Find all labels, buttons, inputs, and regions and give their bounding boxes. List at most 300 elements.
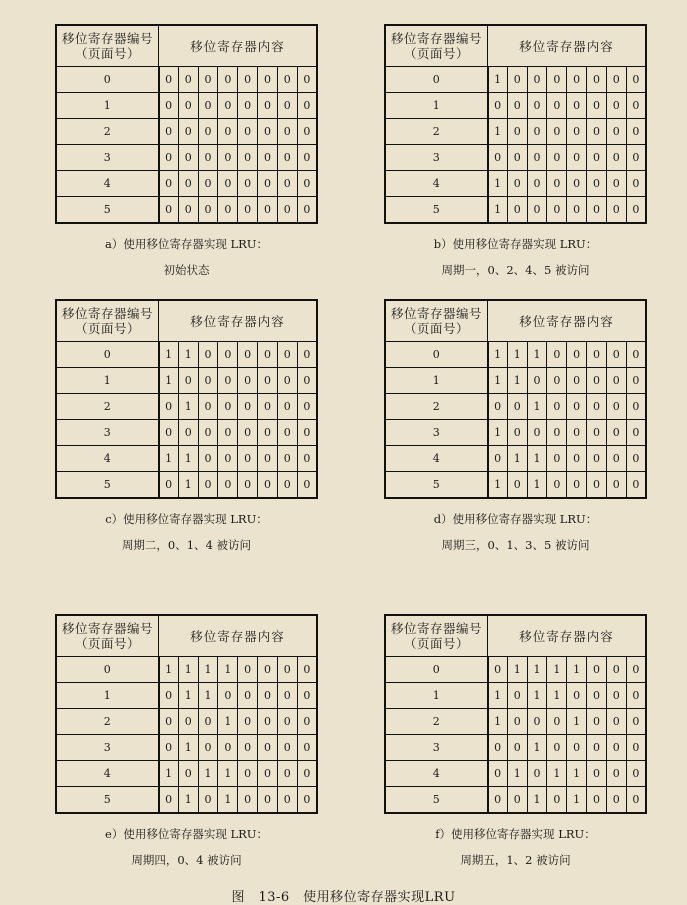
register-bit-cell: 1 — [198, 761, 218, 787]
table-row — [56, 67, 317, 93]
table-row — [385, 657, 646, 683]
page-number-cell: 3 — [56, 420, 159, 446]
register-content-header: 移位寄存器内容 — [488, 25, 647, 67]
register-bit-cell: 1 — [488, 67, 508, 93]
register-bit-cell: 0 — [297, 472, 317, 499]
register-bit-cell: 0 — [198, 93, 218, 119]
register-content-header: 移位寄存器内容 — [488, 300, 647, 342]
table-row — [385, 93, 646, 119]
register-bit-cell: 0 — [527, 709, 547, 735]
register-bit-cell: 0 — [587, 446, 607, 472]
panel-subcaption: 周期四，0、4 被访问 — [131, 853, 242, 867]
register-bit-cell: 0 — [159, 394, 179, 420]
register-bit-cell: 0 — [258, 683, 278, 709]
register-bit-cell: 0 — [297, 446, 317, 472]
register-bit-cell: 0 — [218, 145, 238, 171]
register-bit-cell: 0 — [527, 93, 547, 119]
register-bit-cell: 0 — [238, 145, 258, 171]
register-bit-cell: 0 — [587, 145, 607, 171]
register-bit-cell: 0 — [488, 394, 508, 420]
page-number-cell: 0 — [56, 657, 159, 683]
register-bit-cell: 0 — [277, 657, 297, 683]
register-bit-cell: 0 — [258, 342, 278, 368]
panel-caption: d）使用移位寄存器实现 LRU： — [433, 512, 598, 526]
register-bit-cell: 0 — [606, 93, 626, 119]
register-bit-cell: 1 — [527, 342, 547, 368]
panel-subcaption: 周期一，0、2、4、5 被访问 — [441, 263, 590, 277]
register-bit-cell: 1 — [178, 787, 198, 814]
register-bit-cell: 0 — [218, 394, 238, 420]
register-bit-cell: 0 — [606, 761, 626, 787]
register-bit-cell: 0 — [587, 394, 607, 420]
page-number-cell: 4 — [56, 171, 159, 197]
register-bit-cell: 0 — [159, 145, 179, 171]
register-bit-cell: 0 — [567, 368, 587, 394]
register-bit-cell: 0 — [507, 420, 527, 446]
register-bit-cell: 0 — [297, 93, 317, 119]
register-bit-cell: 0 — [527, 145, 547, 171]
panel-f — [384, 614, 647, 867]
table-row — [385, 472, 646, 499]
register-bit-cell: 0 — [606, 420, 626, 446]
table-row — [56, 93, 317, 119]
register-bit-cell: 0 — [277, 735, 297, 761]
table-row — [385, 787, 646, 814]
register-bit-cell: 0 — [626, 145, 646, 171]
register-bit-cell: 0 — [238, 472, 258, 499]
register-bit-cell: 0 — [258, 394, 278, 420]
register-bit-cell: 0 — [527, 67, 547, 93]
page-number-cell: 2 — [385, 119, 488, 145]
register-bit-cell: 0 — [218, 735, 238, 761]
register-bit-cell: 0 — [297, 420, 317, 446]
table-row — [385, 709, 646, 735]
register-bit-cell: 1 — [547, 657, 567, 683]
register-bit-cell: 0 — [606, 657, 626, 683]
register-bit-cell: 1 — [159, 446, 179, 472]
register-bit-cell: 0 — [547, 342, 567, 368]
register-bit-cell: 0 — [258, 93, 278, 119]
table-row — [56, 761, 317, 787]
register-bit-cell: 0 — [606, 119, 626, 145]
page-number-cell: 5 — [385, 197, 488, 224]
register-bit-cell: 0 — [606, 368, 626, 394]
register-bit-cell: 0 — [277, 342, 297, 368]
register-bit-cell: 0 — [159, 119, 179, 145]
register-bit-cell: 0 — [178, 709, 198, 735]
register-bit-cell: 0 — [159, 472, 179, 499]
table-row — [56, 472, 317, 499]
register-bit-cell: 0 — [547, 420, 567, 446]
register-bit-cell: 0 — [567, 342, 587, 368]
page-number-cell: 3 — [385, 145, 488, 171]
page-number-cell: 5 — [56, 197, 159, 224]
page-number-header: 移位寄存器编号 （页面号） — [56, 25, 159, 67]
register-bit-cell: 0 — [238, 446, 258, 472]
register-bit-cell: 0 — [258, 735, 278, 761]
lru-table — [55, 24, 318, 224]
register-bit-cell: 0 — [606, 472, 626, 499]
page-number-cell: 0 — [385, 657, 488, 683]
register-bit-cell: 1 — [178, 446, 198, 472]
register-bit-cell: 0 — [527, 420, 547, 446]
register-bit-cell: 0 — [238, 709, 258, 735]
register-bit-cell: 1 — [218, 657, 238, 683]
register-bit-cell: 0 — [198, 197, 218, 224]
register-bit-cell: 0 — [626, 420, 646, 446]
table-header — [56, 300, 317, 342]
register-bit-cell: 0 — [297, 119, 317, 145]
register-bit-cell: 0 — [218, 93, 238, 119]
page-number-cell: 3 — [56, 145, 159, 171]
register-bit-cell: 0 — [626, 735, 646, 761]
register-bit-cell: 0 — [507, 709, 527, 735]
register-bit-cell: 0 — [626, 93, 646, 119]
page-number-cell: 2 — [56, 709, 159, 735]
register-bit-cell: 0 — [547, 472, 567, 499]
register-bit-cell: 0 — [258, 420, 278, 446]
register-bit-cell: 0 — [626, 657, 646, 683]
table-row — [385, 145, 646, 171]
table-row — [56, 119, 317, 145]
register-bit-cell: 0 — [606, 394, 626, 420]
register-bit-cell: 0 — [218, 472, 238, 499]
register-bit-cell: 0 — [587, 342, 607, 368]
table-row — [56, 735, 317, 761]
table-row — [385, 342, 646, 368]
page-number-cell: 5 — [385, 787, 488, 814]
register-bit-cell: 0 — [258, 368, 278, 394]
register-bit-cell: 0 — [159, 787, 179, 814]
register-bit-cell: 1 — [567, 787, 587, 814]
register-content-header: 移位寄存器内容 — [159, 300, 318, 342]
register-bit-cell: 0 — [626, 446, 646, 472]
register-bit-cell: 0 — [258, 657, 278, 683]
register-bit-cell: 0 — [258, 761, 278, 787]
register-bit-cell: 1 — [218, 761, 238, 787]
register-bit-cell: 0 — [258, 472, 278, 499]
register-bit-cell: 0 — [606, 446, 626, 472]
register-bit-cell: 0 — [626, 368, 646, 394]
table-header — [385, 615, 646, 657]
register-bit-cell: 0 — [507, 119, 527, 145]
register-bit-cell: 0 — [606, 197, 626, 224]
register-bit-cell: 1 — [507, 342, 527, 368]
register-bit-cell: 0 — [507, 145, 527, 171]
register-bit-cell: 0 — [626, 119, 646, 145]
register-bit-cell: 1 — [178, 657, 198, 683]
table-row — [56, 446, 317, 472]
register-bit-cell: 0 — [238, 171, 258, 197]
register-bit-cell: 0 — [258, 145, 278, 171]
table-row — [56, 368, 317, 394]
register-bit-cell: 0 — [277, 420, 297, 446]
register-bit-cell: 0 — [238, 420, 258, 446]
register-bit-cell: 0 — [218, 67, 238, 93]
register-bit-cell: 0 — [277, 368, 297, 394]
page-number-cell: 0 — [56, 342, 159, 368]
register-bit-cell: 1 — [527, 446, 547, 472]
page-number-cell: 1 — [56, 683, 159, 709]
register-bit-cell: 0 — [507, 67, 527, 93]
panel-e — [55, 614, 318, 867]
register-bit-cell: 0 — [626, 197, 646, 224]
register-bit-cell: 0 — [258, 709, 278, 735]
register-bit-cell: 0 — [218, 683, 238, 709]
register-bit-cell: 0 — [606, 67, 626, 93]
table-header — [385, 25, 646, 67]
panel-subcaption: 周期三，0、1、3、5 被访问 — [441, 538, 590, 552]
register-bit-cell: 0 — [547, 394, 567, 420]
register-bit-cell: 0 — [547, 145, 567, 171]
register-bit-cell: 0 — [297, 735, 317, 761]
register-bit-cell: 0 — [626, 709, 646, 735]
page-number-cell: 1 — [56, 368, 159, 394]
register-bit-cell: 0 — [547, 735, 567, 761]
register-bit-cell: 0 — [587, 709, 607, 735]
panel-subcaption: 周期二，0、1、4 被访问 — [121, 538, 252, 552]
table-row — [385, 683, 646, 709]
register-bit-cell: 0 — [567, 197, 587, 224]
register-bit-cell: 0 — [626, 67, 646, 93]
register-bit-cell: 0 — [488, 657, 508, 683]
register-bit-cell: 0 — [159, 67, 179, 93]
register-bit-cell: 0 — [238, 342, 258, 368]
table-row — [385, 368, 646, 394]
register-bit-cell: 1 — [198, 657, 218, 683]
register-bit-cell: 0 — [547, 171, 567, 197]
register-bit-cell: 0 — [606, 342, 626, 368]
register-bit-cell: 0 — [547, 368, 567, 394]
register-bit-cell: 0 — [198, 709, 218, 735]
register-bit-cell: 1 — [567, 709, 587, 735]
register-bit-cell: 0 — [178, 171, 198, 197]
table-row — [385, 735, 646, 761]
page-number-cell: 4 — [56, 761, 159, 787]
register-bit-cell: 0 — [587, 93, 607, 119]
page-number-cell: 0 — [385, 342, 488, 368]
register-bit-cell: 0 — [178, 761, 198, 787]
register-bit-cell: 1 — [507, 368, 527, 394]
register-bit-cell: 0 — [198, 735, 218, 761]
register-bit-cell: 0 — [277, 709, 297, 735]
register-bit-cell: 0 — [218, 368, 238, 394]
register-bit-cell: 0 — [567, 394, 587, 420]
register-bit-cell: 0 — [238, 93, 258, 119]
register-bit-cell: 1 — [488, 171, 508, 197]
register-bit-cell: 0 — [488, 761, 508, 787]
register-bit-cell: 0 — [277, 119, 297, 145]
page-number-cell: 2 — [56, 119, 159, 145]
register-bit-cell: 0 — [626, 683, 646, 709]
table-row — [56, 197, 317, 224]
register-bit-cell: 0 — [567, 171, 587, 197]
register-bit-cell: 0 — [198, 446, 218, 472]
register-bit-cell: 0 — [587, 171, 607, 197]
register-bit-cell: 0 — [297, 67, 317, 93]
page-number-cell: 2 — [385, 709, 488, 735]
register-bit-cell: 0 — [567, 446, 587, 472]
register-bit-cell: 1 — [488, 119, 508, 145]
panel-b — [384, 24, 647, 277]
register-bit-cell: 0 — [238, 394, 258, 420]
register-bit-cell: 0 — [507, 171, 527, 197]
register-bit-cell: 0 — [527, 761, 547, 787]
register-bit-cell: 0 — [277, 197, 297, 224]
page-number-cell: 3 — [385, 735, 488, 761]
table-row — [56, 394, 317, 420]
register-bit-cell: 1 — [178, 735, 198, 761]
register-bit-cell: 0 — [277, 67, 297, 93]
register-bit-cell: 1 — [178, 342, 198, 368]
register-bit-cell: 0 — [547, 446, 567, 472]
register-bit-cell: 0 — [567, 93, 587, 119]
page-number-cell: 2 — [385, 394, 488, 420]
register-bit-cell: 0 — [547, 787, 567, 814]
register-content-header: 移位寄存器内容 — [488, 615, 647, 657]
register-bit-cell: 0 — [159, 420, 179, 446]
register-bit-cell: 0 — [178, 67, 198, 93]
register-bit-cell: 0 — [527, 119, 547, 145]
register-bit-cell: 0 — [178, 93, 198, 119]
page-number-cell: 5 — [56, 472, 159, 499]
register-bit-cell: 0 — [507, 93, 527, 119]
register-bit-cell: 0 — [567, 145, 587, 171]
register-bit-cell: 0 — [238, 67, 258, 93]
register-bit-cell: 0 — [198, 171, 218, 197]
register-bit-cell: 0 — [297, 787, 317, 814]
register-content-header: 移位寄存器内容 — [159, 25, 318, 67]
register-bit-cell: 0 — [297, 368, 317, 394]
register-bit-cell: 0 — [626, 761, 646, 787]
register-bit-cell: 0 — [297, 761, 317, 787]
register-bit-cell: 0 — [258, 446, 278, 472]
panel-subcaption: 初始状态 — [163, 263, 210, 277]
register-bit-cell: 0 — [547, 197, 567, 224]
register-bit-cell: 0 — [218, 119, 238, 145]
register-bit-cell: 1 — [159, 342, 179, 368]
register-bit-cell: 0 — [626, 787, 646, 814]
register-bit-cell: 1 — [178, 683, 198, 709]
register-bit-cell: 0 — [277, 761, 297, 787]
panel-caption: a）使用移位寄存器实现 LRU： — [105, 237, 268, 251]
register-bit-cell: 0 — [198, 67, 218, 93]
register-bit-cell: 0 — [258, 171, 278, 197]
register-bit-cell: 0 — [178, 119, 198, 145]
register-bit-cell: 0 — [159, 197, 179, 224]
page-number-cell: 0 — [385, 67, 488, 93]
register-bit-cell: 0 — [527, 197, 547, 224]
register-bit-cell: 1 — [159, 761, 179, 787]
register-bit-cell: 0 — [567, 472, 587, 499]
register-bit-cell: 0 — [159, 709, 179, 735]
register-bit-cell: 0 — [587, 657, 607, 683]
register-bit-cell: 1 — [488, 472, 508, 499]
register-bit-cell: 0 — [567, 420, 587, 446]
register-bit-cell: 1 — [488, 197, 508, 224]
panel-a — [55, 24, 318, 277]
register-bit-cell: 1 — [488, 342, 508, 368]
register-bit-cell: 0 — [488, 446, 508, 472]
page-number-header: 移位寄存器编号 （页面号） — [385, 300, 488, 342]
table-row — [56, 683, 317, 709]
register-bit-cell: 0 — [258, 787, 278, 814]
page-number-cell: 0 — [56, 67, 159, 93]
register-bit-cell: 0 — [507, 394, 527, 420]
panel-caption: b）使用移位寄存器实现 LRU： — [433, 237, 598, 251]
table-row — [56, 342, 317, 368]
register-bit-cell: 0 — [567, 735, 587, 761]
register-bit-cell: 0 — [297, 683, 317, 709]
register-bit-cell: 0 — [159, 683, 179, 709]
lru-table — [384, 299, 647, 499]
register-bit-cell: 1 — [159, 657, 179, 683]
table-row — [385, 171, 646, 197]
register-bit-cell: 0 — [587, 368, 607, 394]
register-bit-cell: 1 — [527, 735, 547, 761]
register-bit-cell: 1 — [488, 709, 508, 735]
table-row — [56, 420, 317, 446]
register-bit-cell: 0 — [587, 735, 607, 761]
panel-c — [55, 299, 318, 552]
table-row — [385, 761, 646, 787]
register-bit-cell: 0 — [297, 342, 317, 368]
register-bit-cell: 1 — [488, 683, 508, 709]
register-bit-cell: 0 — [587, 761, 607, 787]
register-bit-cell: 0 — [198, 145, 218, 171]
page-number-cell: 4 — [385, 171, 488, 197]
register-bit-cell: 0 — [198, 420, 218, 446]
page-number-cell: 3 — [385, 420, 488, 446]
register-bit-cell: 0 — [626, 472, 646, 499]
register-bit-cell: 0 — [198, 368, 218, 394]
register-bit-cell: 0 — [488, 735, 508, 761]
page-number-cell: 3 — [56, 735, 159, 761]
register-bit-cell: 0 — [297, 145, 317, 171]
register-bit-cell: 0 — [277, 145, 297, 171]
page-number-cell: 4 — [385, 446, 488, 472]
register-bit-cell: 0 — [198, 394, 218, 420]
page-number-cell: 4 — [385, 761, 488, 787]
register-content-header: 移位寄存器内容 — [159, 615, 318, 657]
table-row — [385, 394, 646, 420]
register-bit-cell: 1 — [178, 394, 198, 420]
register-bit-cell: 0 — [198, 342, 218, 368]
register-bit-cell: 0 — [547, 709, 567, 735]
register-bit-cell: 1 — [567, 657, 587, 683]
register-bit-cell: 0 — [258, 197, 278, 224]
register-bit-cell: 0 — [606, 683, 626, 709]
register-bit-cell: 0 — [488, 93, 508, 119]
register-bit-cell: 0 — [218, 420, 238, 446]
register-bit-cell: 1 — [488, 420, 508, 446]
register-bit-cell: 0 — [567, 67, 587, 93]
page-number-cell: 2 — [56, 394, 159, 420]
register-bit-cell: 0 — [507, 197, 527, 224]
register-bit-cell: 1 — [527, 683, 547, 709]
register-bit-cell: 0 — [218, 197, 238, 224]
register-bit-cell: 0 — [178, 420, 198, 446]
register-bit-cell: 1 — [527, 657, 547, 683]
register-bit-cell: 0 — [567, 683, 587, 709]
register-bit-cell: 0 — [238, 197, 258, 224]
panel-caption: f）使用移位寄存器实现 LRU： — [435, 827, 596, 841]
register-bit-cell: 0 — [606, 145, 626, 171]
page-number-header: 移位寄存器编号 （页面号） — [385, 615, 488, 657]
register-bit-cell: 0 — [159, 735, 179, 761]
table-row — [385, 446, 646, 472]
register-bit-cell: 0 — [159, 93, 179, 119]
